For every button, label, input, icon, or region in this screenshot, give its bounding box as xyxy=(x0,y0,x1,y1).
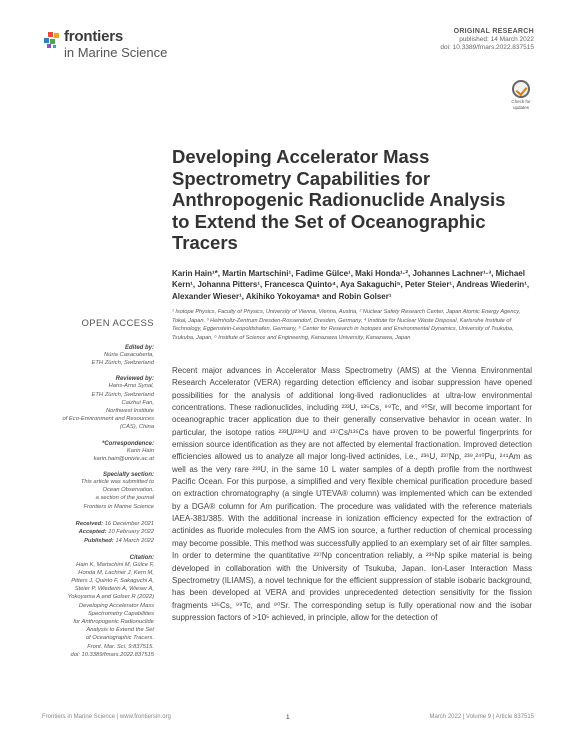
published-row xyxy=(42,537,154,546)
specialty-label: Specialty section: xyxy=(102,472,154,479)
received-row xyxy=(42,520,154,529)
article-title: Developing Accelerator Mass Spectrometry Capabilities for Anthropogenic Radionuclide Analysis to Extend the Set of Oceanographic Tracers xyxy=(172,146,506,253)
citation: Hain K, Martschini M, Gülce F, Honda M, Lachner J, Kern M, Pitters J, Quinto F, Sakaguchi A, Steier P, Wiederin A, Wieser A, Yokoyama A and Golser R (2022) Developing Accelerator Mass Spectrometry Capabilities for Anthropogenic Radionuclide Analysis to Extend the Set of Oceanographic Tracers. Front. Mar. Sci. 9:837515. doi: 10.3389/fmars.2022.837515 xyxy=(67,561,154,658)
affiliations: ¹ Isotope Physics, Faculty of Physics, University of Vienna, Vienna, Austria, ² Nuclear Safety Research Center, Japan Atomic Energy Agency, Tokai, Japan, ³ Helmholtz-Zentrum Dresden-Rossendorf, Dresden, Germany, ⁴ Institute for Nuclear Waste Disposal, Karlsruhe Institute of Technology, Eggenstein-Leopoldshafen, Germany, ⁵ Center for Research in Isotopes and Environmental Dynamics, University of Tsukuba, Tsukuba, Japan, ⁶ Institute of Science and Engineering, Kanazawa University, Kanazawa, Japan xyxy=(172,309,521,341)
abstract-text: Recent major advances in Accelerator Mass Spectrometry (AMS) at the Vienna Environmental Research Accelerator (VERA) regarding detection efficiency and isobar suppression have opened possibilities for the analysis of additional long-lived radionuclides at ultra-low environmental concentrations. These radionuclides, including ²³³U, ¹³⁵Cs, ⁹⁹Tc, and ⁹⁰Sr, will become important for oceanographic tracer application due to their generally conservative behavior in ocean water. In particular, the isotope ratios ²³³U/²³⁶U and ¹³⁷Cs/¹³⁵Cs have proven to be powerful fingerprints for emission source identification as they are not affected by elemental fractionation. Improved detection efficiencies allowed us to analyze all major long-lived actinides, i.e., ²³⁶U, ²³⁷Np, ²³⁹,²⁴⁰Pu, ²⁴¹Am as well as the very rare ²³³U, in the same 10 L water samples of a depth profile from the northwest Pacific Ocean. For this purpose, a simplified and very flexible chemical purification procedure based on extraction chromatography (a single UTEVA® column) was implemented which can be extended by a DGA® column for Am purification. The procedure was validated with the reference materials IAEA-381/385. With the additional increase in ionization efficiency expected for the extraction of actinides as fluoride molecules from the AMS ion source, a further reduction of chemical processing may become possible. This method was successfully applied to an exemplary set of air filter samples. In order to determine the quantitative ²³⁷Np concentration reliably, a ²³⁶Np spike material is being developed in collaboration with the University of Tsukuba, Japan. Ion-Laser Interaction Mass Spectrometry (ILIAMS), a novel technique for the efficient suppression of stable isobaric background, has been developed at VERA and provides unprecedented detection sensitivity for the fission fragments ¹³⁵Cs, ⁹⁹Tc, and ⁹⁰Sr. The corresponding setup is fully operational now and the isobar suppression factors of >10⁵ achieved, in principle, allow for the detection of xyxy=(172,366,532,622)
citation-label: Citation: xyxy=(129,554,154,561)
accepted-label: Accepted: xyxy=(78,529,107,536)
footer-volume-info: March 2022 | Volume 9 | Article 837515 xyxy=(429,714,534,720)
correspondence[interactable]: Karin Hain karin.hain@univie.ac.at xyxy=(93,447,154,462)
page-number: 1 xyxy=(286,714,290,721)
reviewed-by-label: Reviewed by: xyxy=(115,376,154,383)
author-list: Karin Hain¹*, Martin Martschini¹, Fadime Gülce¹, Maki Honda¹·², Johannes Lachner¹·³, Michael Kern¹, Johanna Pitters¹, Francesca Quinto⁴, Aya Sakaguchi⁵, Peter Steier¹, Andreas Wiederin¹, Alexander Wieser¹, Akihiko Yokoyama⁶ and Robin Golser¹ xyxy=(172,269,530,301)
received-date: 16 December 2021 xyxy=(104,520,154,527)
check-for-updates-badge[interactable] xyxy=(508,80,534,114)
published-date: published: 14 March 2022 xyxy=(459,36,534,43)
published-date-sidebar: 14 March 2022 xyxy=(115,538,154,545)
journal-logo[interactable] xyxy=(42,28,202,62)
accepted-row xyxy=(42,528,154,537)
logo-journal-name: in Marine Science xyxy=(64,45,168,60)
dates-block xyxy=(42,520,154,546)
logo-wordmark: frontiers xyxy=(64,28,124,45)
received-label: Received: xyxy=(75,520,104,527)
specialty-section: This article was submitted to Ocean Observation, a section of the journal Frontiers in Marine Science xyxy=(80,479,154,510)
correspondence-label: *Correspondence: xyxy=(101,440,154,447)
edited-by: Núria Casacuberta, ETH Zürich, Switzerland xyxy=(91,352,154,367)
badge-label-2: updates xyxy=(512,105,529,110)
footer-journal-link[interactable]: Frontiers in Marine Science | www.frontiersin.org xyxy=(42,714,171,720)
frontiers-logo-icon xyxy=(42,30,62,50)
published-label: Published: xyxy=(84,538,114,545)
reviewed-by: Hans-Arno Synal, ETH Zürich, Switzerland Caizhui Fan, Northwest Institute of Eco-Environment and Resources (CAS), China xyxy=(62,383,154,431)
article-sidebar xyxy=(42,318,154,659)
article-meta xyxy=(440,28,534,51)
open-access-label: OPEN ACCESS xyxy=(81,318,154,329)
accepted-date: 10 February 2022 xyxy=(108,529,154,536)
check-updates-icon xyxy=(512,80,530,98)
doi-link[interactable]: doi: 10.3389/fmars.2022.837515 xyxy=(440,44,534,51)
badge-label-1: Check for xyxy=(511,99,531,104)
article-type: ORIGINAL RESEARCH xyxy=(453,28,534,35)
edited-by-label: Edited by: xyxy=(124,345,154,351)
